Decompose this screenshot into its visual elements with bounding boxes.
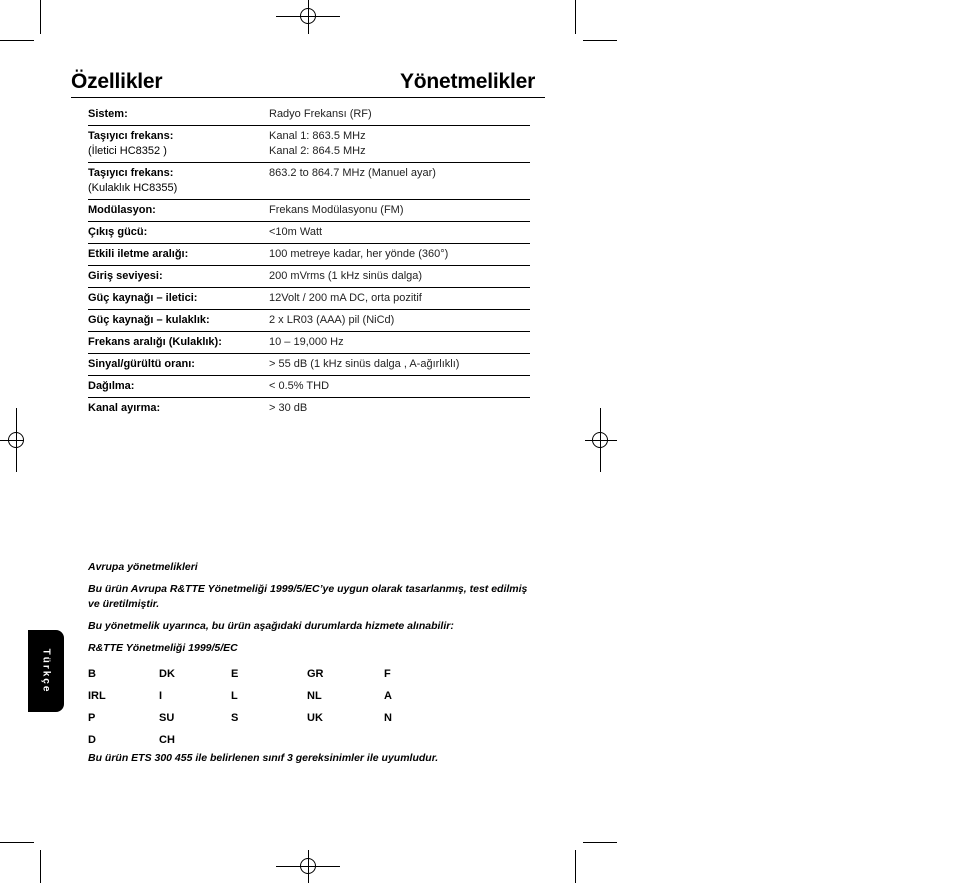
spec-label-text: Dağılma: — [88, 380, 135, 392]
country-code: GR — [307, 668, 324, 680]
spec-label — [88, 166, 269, 196]
spec-value-line: Radyo Frekansı (RF) — [269, 108, 372, 120]
compliance-footnote: Bu ürün ETS 300 455 ile belirlenen sınıf 3 gereksinimler ile uyumludur. — [88, 752, 439, 764]
spec-value — [269, 129, 530, 159]
country-code: E — [231, 668, 239, 680]
spec-value-line: 100 metreye kadar, her yönde (360°) — [269, 248, 449, 260]
spec-row — [88, 222, 530, 244]
spec-row — [88, 244, 530, 266]
spec-label — [88, 401, 269, 416]
regulations-section — [88, 560, 528, 663]
country-code: SU — [159, 712, 175, 724]
spec-value-line: <10m Watt — [269, 226, 323, 238]
spec-label-note: (İletici HC8352 ) — [88, 145, 167, 157]
spec-value — [269, 335, 530, 350]
spec-label-text: Sinyal/gürültü oranı: — [88, 358, 195, 370]
spec-value-line: < 0.5% THD — [269, 380, 330, 392]
spec-value-line: Frekans Modülasyonu (FM) — [269, 204, 404, 216]
country-code: NL — [307, 690, 322, 702]
spec-value — [269, 379, 530, 394]
spec-value-line: Kanal 2: 864.5 MHz — [269, 145, 366, 157]
spec-label-text: Modülasyon: — [88, 204, 156, 216]
specifications-table — [88, 104, 530, 419]
spec-value — [269, 247, 530, 262]
country-code: DK — [159, 668, 175, 680]
spec-label-text: Kanal ayırma: — [88, 402, 161, 414]
spec-value-line: 2 x LR03 (AAA) pil (NiCd) — [269, 314, 395, 326]
spec-row — [88, 354, 530, 376]
country-code: A — [384, 690, 392, 702]
spec-label-text: Çıkış gücü: — [88, 226, 148, 238]
country-code: IRL — [88, 690, 106, 702]
spec-value — [269, 401, 530, 416]
country-row — [88, 729, 424, 751]
spec-row — [88, 288, 530, 310]
country-code: CH — [159, 734, 175, 746]
spec-label-text: Güç kaynağı – iletici: — [88, 292, 198, 304]
spec-row — [88, 398, 530, 419]
spec-label — [88, 269, 269, 284]
spec-value-line: 12Volt / 200 mA DC, orta pozitif — [269, 292, 422, 304]
regulations-paragraph: Bu ürün Avrupa R&TTE Yönetmeliği 1999/5/EC’ye uygun olarak tasarlanmış, test edilmiş ve üretilmiştir. — [88, 583, 528, 610]
country-row — [88, 707, 424, 729]
spec-label — [88, 357, 269, 372]
spec-row — [88, 200, 530, 222]
regulations-heading: Avrupa yönetmelikleri — [88, 561, 198, 573]
spec-label-text: Sistem: — [88, 108, 128, 120]
country-row — [88, 663, 424, 685]
country-code: I — [159, 690, 163, 702]
spec-label — [88, 225, 269, 240]
section-title-regulations: Yönetmelikler — [400, 70, 536, 93]
spec-label-text: Giriş seviyesi: — [88, 270, 163, 282]
spec-label-text: Etkili iletme aralığı: — [88, 248, 189, 260]
spec-value-line: Kanal 1: 863.5 MHz — [269, 130, 366, 142]
spec-value-line: > 55 dB (1 kHz sinüs dalga , A-ağırlıklı) — [269, 358, 460, 370]
spec-row — [88, 126, 530, 163]
regulations-paragraph: Bu yönetmelik uyarınca, bu ürün aşağıdaki durumlarda hizmete alınabilir: — [88, 620, 454, 632]
spec-row — [88, 163, 530, 200]
spec-row — [88, 104, 530, 126]
spec-value — [269, 291, 530, 306]
spec-row — [88, 310, 530, 332]
spec-label-note: (Kulaklık HC8355) — [88, 182, 178, 194]
country-code: N — [384, 712, 392, 724]
spec-value-line: 200 mVrms (1 kHz sinüs dalga) — [269, 270, 423, 282]
spec-value — [269, 107, 530, 122]
spec-label — [88, 313, 269, 328]
spec-value — [269, 357, 530, 372]
spec-label — [88, 203, 269, 218]
spec-label-text: Taşıyıcı frekans: — [88, 130, 174, 142]
spec-label-text: Frekans aralığı (Kulaklık): — [88, 336, 222, 348]
spec-label-text: Güç kaynağı – kulaklık: — [88, 314, 210, 326]
section-title-specifications: Özellikler — [71, 70, 163, 93]
spec-value-line: > 30 dB — [269, 402, 308, 414]
country-code: D — [88, 734, 96, 746]
spec-value-line: 863.2 to 864.7 MHz (Manuel ayar) — [269, 167, 436, 179]
spec-label — [88, 379, 269, 394]
country-code: UK — [307, 712, 323, 724]
regulations-directive: R&TTE Yönetmeliği 1999/5/EC — [88, 642, 238, 654]
spec-row — [88, 266, 530, 288]
spec-label — [88, 291, 269, 306]
heading-divider — [71, 97, 545, 98]
country-code: F — [384, 668, 391, 680]
spec-value — [269, 313, 530, 328]
country-code: S — [231, 712, 239, 724]
spec-row — [88, 376, 530, 398]
country-row — [88, 685, 424, 707]
spec-value — [269, 269, 530, 284]
spec-value — [269, 203, 530, 218]
country-code: B — [88, 668, 96, 680]
country-list — [88, 663, 424, 751]
spec-label — [88, 247, 269, 262]
spec-label — [88, 107, 269, 122]
spec-value — [269, 166, 530, 196]
country-code: L — [231, 690, 238, 702]
spec-value-line: 10 – 19,000 Hz — [269, 336, 344, 348]
spec-value — [269, 225, 530, 240]
spec-label-text: Taşıyıcı frekans: — [88, 167, 174, 179]
spec-label — [88, 335, 269, 350]
spec-label — [88, 129, 269, 159]
country-code: P — [88, 712, 96, 724]
language-tab-label: Türkçe — [40, 648, 52, 694]
spec-row — [88, 332, 530, 354]
